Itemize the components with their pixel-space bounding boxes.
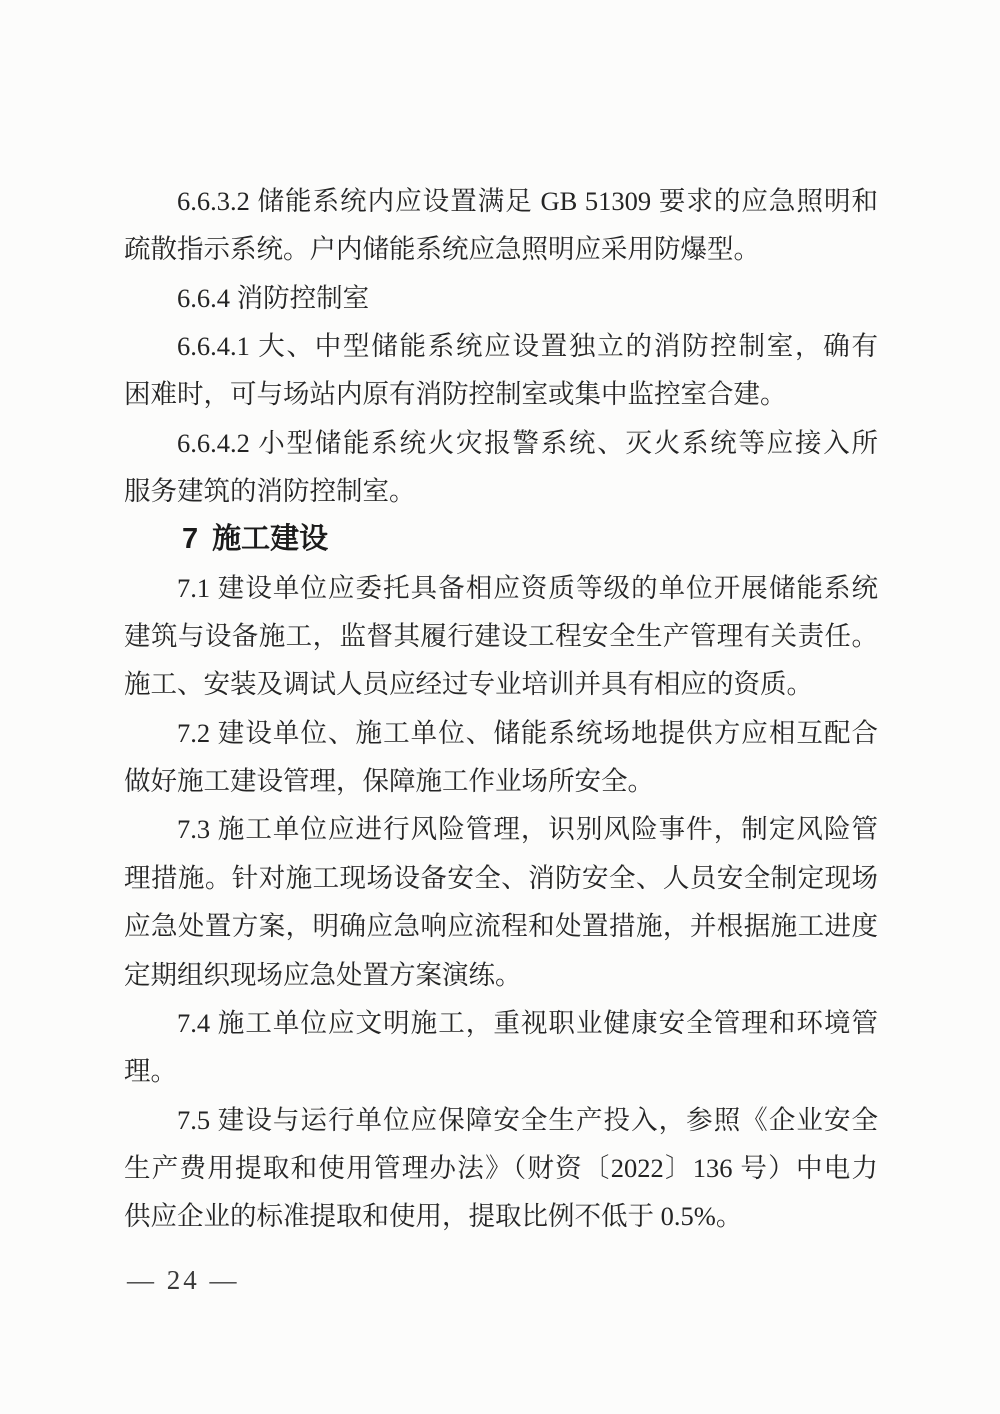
clause-6-6-4-2-line-2: 服务建筑的消防控制室。 xyxy=(124,476,416,507)
clause-7-3-line-1: 7.3 施工单位应进行风险管理，识别风险事件，制定风险管 xyxy=(177,814,878,845)
clause-7-4-line-1: 7.4 施工单位应文明施工，重视职业健康安全管理和环境管 xyxy=(177,1007,878,1038)
clause-6-6-4-heading: 6.6.4 消防控制室 xyxy=(177,282,370,313)
clause-7-1-line-1: 7.1 建设单位应委托具备相应资质等级的单位开展储能系统 xyxy=(177,572,878,603)
clause-7-1-line-3: 施工、安装及调试人员应经过专业培训并具有相应的资质。 xyxy=(124,669,813,700)
clause-7-4-line-2: 理。 xyxy=(124,1056,177,1087)
clause-7-5-line-2: 生产费用提取和使用管理办法》（财资〔2022〕136 号）中电力 xyxy=(124,1152,878,1183)
document-body xyxy=(124,177,878,1241)
clause-7-5-line-1: 7.5 建设与运行单位应保障安全生产投入，参照《企业安全 xyxy=(177,1104,878,1135)
clause-6-6-4-2-line-1: 6.6.4.2 小型储能系统火灾报警系统、灭火系统等应接入所 xyxy=(177,427,878,458)
clause-7-5-line-3: 供应企业的标准提取和使用，提取比例不低于 0.5%。 xyxy=(124,1201,743,1232)
clause-6-6-4-1-line-2: 困难时，可与场站内原有消防控制室或集中监控室合建。 xyxy=(124,379,787,410)
clause-7-2-line-2: 做好施工建设管理，保障施工作业场所安全。 xyxy=(124,766,654,797)
clause-7-3-line-3: 应急处置方案，明确应急响应流程和处置措施，并根据施工进度 xyxy=(124,911,878,942)
clause-7-1-line-2: 建筑与设备施工，监督其履行建设工程安全生产管理有关责任。 xyxy=(124,621,878,652)
clause-7-3-line-2: 理措施。针对施工现场设备安全、消防安全、人员安全制定现场 xyxy=(124,862,878,893)
clause-7-2-line-1: 7.2 建设单位、施工单位、储能系统场地提供方应相互配合 xyxy=(177,717,878,748)
clause-6-6-4-1-line-1: 6.6.4.1 大、中型储能系统应设置独立的消防控制室，确有 xyxy=(177,331,878,362)
clause-6-6-3-2-line-2: 疏散指示系统。户内储能系统应急照明应采用防爆型。 xyxy=(124,234,760,265)
clause-6-6-3-2-line-1: 6.6.3.2 储能系统内应设置满足 GB 51309 要求的应急照明和 xyxy=(177,186,878,216)
section-7-heading: 7 施工建设 xyxy=(182,523,329,556)
clause-7-3-line-4: 定期组织现场应急处置方案演练。 xyxy=(124,959,522,990)
page-number: — 24 — xyxy=(127,1265,240,1295)
